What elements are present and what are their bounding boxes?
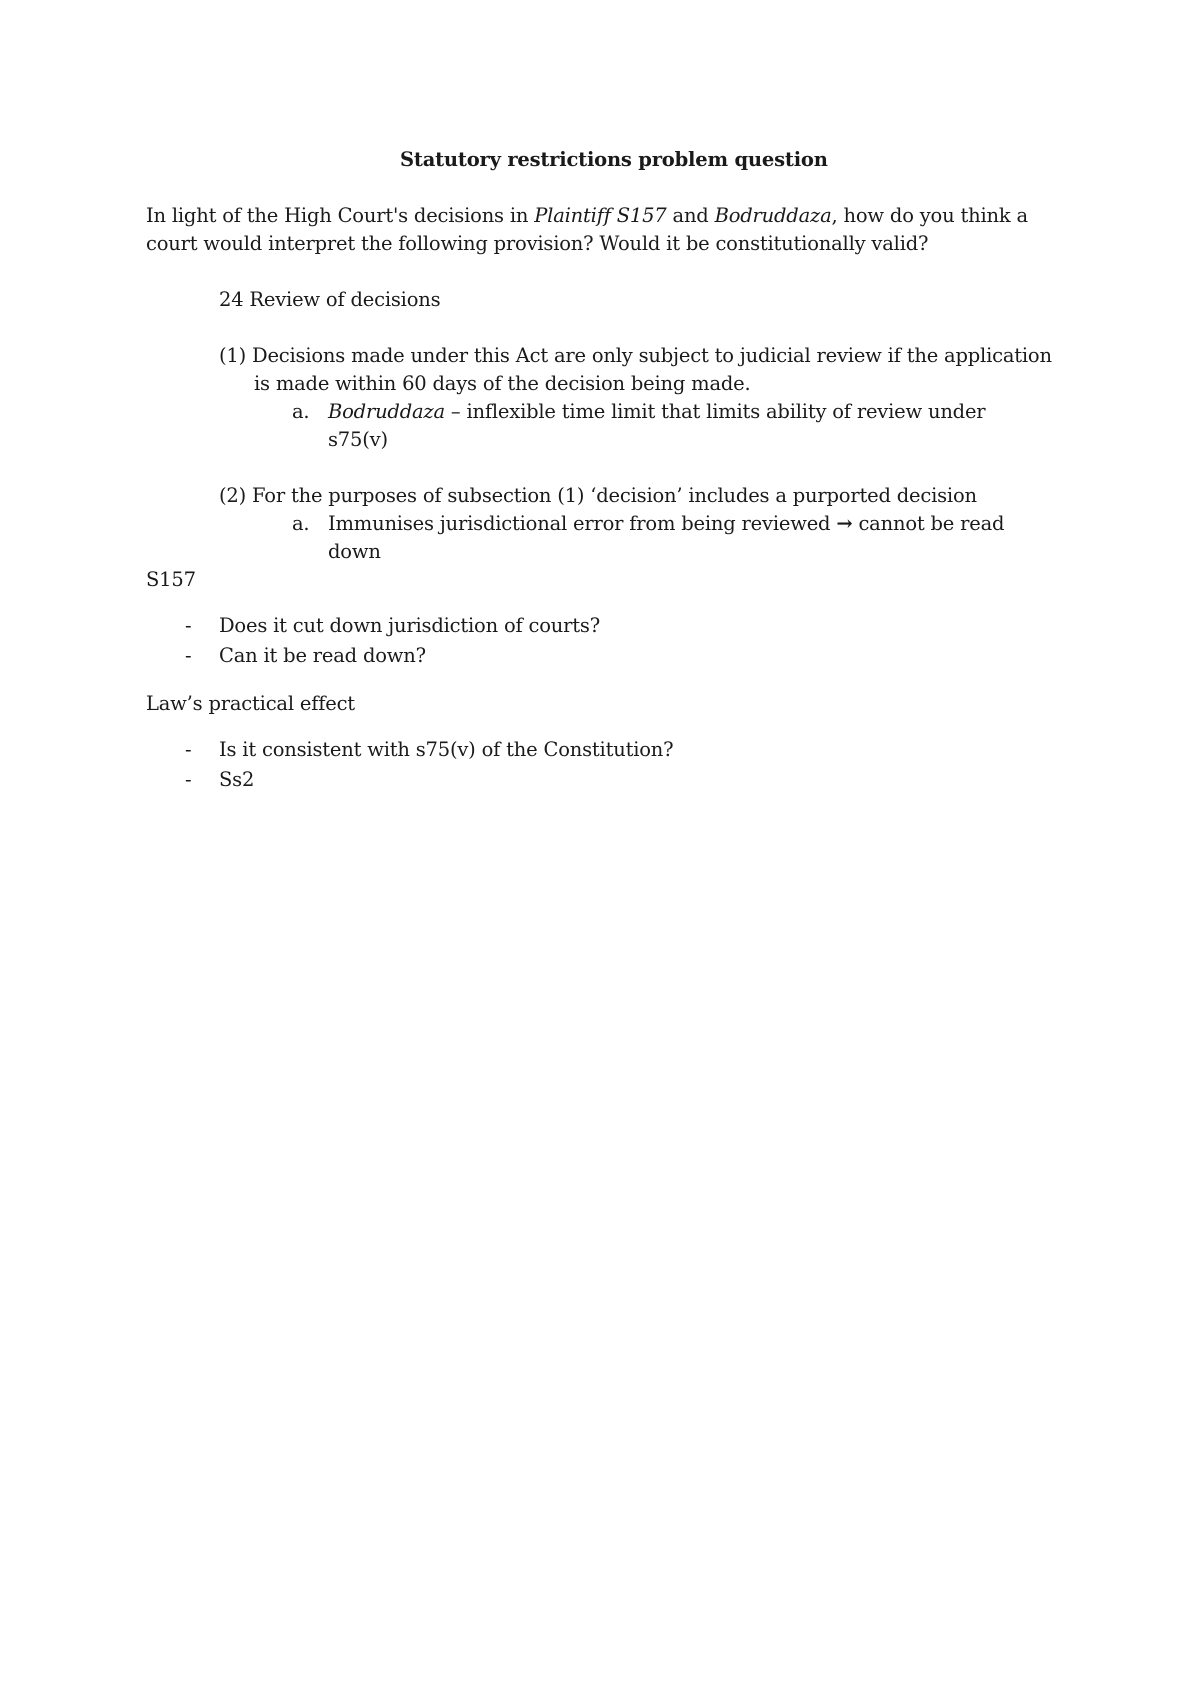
intro-text-1: In light of the High Court's decisions in [146, 204, 535, 227]
arrow-right-icon: → [836, 512, 853, 535]
bullet-dash: - [185, 614, 192, 637]
provision-heading: 24 Review of decisions [219, 288, 441, 311]
note-text: – inflexible time limit that limits ability of review under [444, 400, 986, 423]
note-text: Immunises jurisdictional error from being reviewed [328, 512, 837, 535]
bullet-dash: - [185, 644, 192, 667]
list-item-text: Is it consistent with s75(v) of the Constitution? [219, 738, 674, 761]
document-title: Statutory restrictions problem question [400, 148, 828, 171]
note-text: cannot be read [852, 512, 1005, 535]
intro-line-2: court would interpret the following provision? Would it be constitutionally valid? [146, 232, 929, 255]
subsection-2-note-line-1 [292, 510, 1004, 538]
section-heading-s157: S157 [146, 568, 196, 591]
list-letter: a. [292, 512, 310, 535]
list-item [185, 736, 673, 764]
subsection-1-note-line-2: s75(v) [328, 428, 388, 451]
list-item [185, 642, 426, 670]
list-letter: a. [292, 400, 310, 423]
list-item-text: Can it be read down? [219, 644, 426, 667]
subsection-1-line-1: (1) Decisions made under this Act are only subject to judicial review if the application [219, 344, 1052, 367]
list-item [185, 766, 254, 794]
intro-text-2: and [666, 204, 715, 227]
intro-text-3: , how do you think a [831, 204, 1028, 227]
subsection-1-note-line-1 [292, 398, 985, 426]
case-name-bodruddaza-note: Bodruddaza [328, 400, 445, 423]
bullet-dash: - [185, 768, 192, 791]
intro-line-1 [146, 202, 1028, 230]
list-item-text: Ss2 [219, 768, 255, 791]
list-item [185, 612, 600, 640]
subsection-1-line-2: is made within 60 days of the decision being made. [254, 372, 751, 395]
bullet-dash: - [185, 738, 192, 761]
list-item-text: Does it cut down jurisdiction of courts? [219, 614, 600, 637]
section-heading-practical-effect: Law’s practical effect [146, 692, 355, 715]
case-name-plaintiff-s157: Plaintiff S157 [534, 204, 667, 227]
subsection-2-note-line-2: down [328, 540, 381, 563]
subsection-2-line-1: (2) For the purposes of subsection (1) ‘decision’ includes a purported decision [219, 484, 977, 507]
case-name-bodruddaza: Bodruddaza [714, 204, 832, 227]
